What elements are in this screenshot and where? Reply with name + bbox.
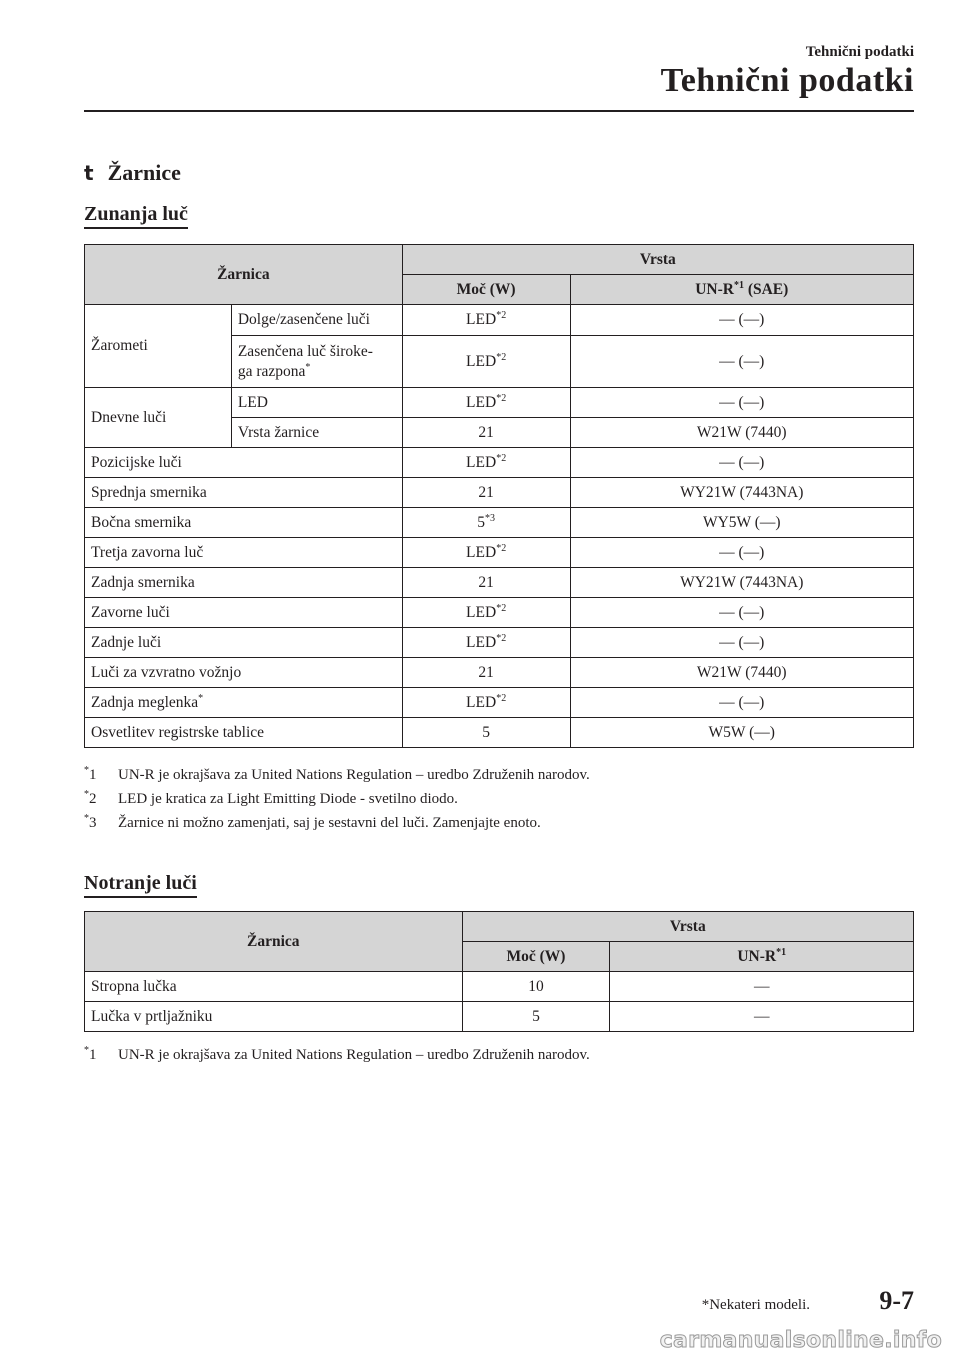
drl-sub-2: Vrsta žarnice <box>231 418 402 448</box>
power-cell: 5 <box>462 1002 610 1032</box>
name-cell: Lučka v prtljažniku <box>85 1002 463 1032</box>
type-cell: — (—) <box>570 305 914 336</box>
table-row <box>85 1002 914 1032</box>
header-type: Vrsta <box>402 245 913 275</box>
header-power: Moč (W) <box>402 275 570 305</box>
type-cell: WY21W (7443NA) <box>570 478 914 508</box>
type-cell: — (—) <box>570 336 914 388</box>
power-cell: LED$^{*2}$ <box>402 305 570 336</box>
table-row <box>85 508 914 538</box>
table-row <box>85 568 914 598</box>
type-cell: — (—) <box>570 388 914 418</box>
name-cell: Zadnje luči <box>85 628 403 658</box>
type-cell: W21W (7440) <box>570 658 914 688</box>
name-cell: Osvetlitev registrske tablice <box>85 718 403 748</box>
type-cell: W5W (—) <box>570 718 914 748</box>
chapter-title: Tehnični podatki <box>660 62 914 99</box>
section-marker-icon: t <box>84 161 94 185</box>
name-cell: Sprednja smernika <box>85 478 403 508</box>
exterior-footnotes <box>84 763 590 835</box>
type-cell: — (—) <box>570 688 914 718</box>
footnote: *2 LED je kratica za Light Emitting Diode - svetilno diodo. <box>84 789 458 807</box>
section-title-text: Žarnice <box>107 160 181 185</box>
table-row <box>85 478 914 508</box>
power-cell: LED$^{*2}$ <box>402 388 570 418</box>
row-label-drl: Dnevne luči <box>85 388 232 448</box>
power-cell: 5 <box>402 718 570 748</box>
name-cell: Luči za vzvratno vožnjo <box>85 658 403 688</box>
table-row <box>85 972 914 1002</box>
name-cell: Tretja zavorna luč <box>85 538 403 568</box>
footnote: *3 Žarnice ni možno zamenjati, saj je sestavni del luči. Zamenjajte enoto. <box>84 813 541 831</box>
interior-bulb-table <box>84 911 914 1032</box>
power-cell: 5$^{*3}$ <box>402 508 570 538</box>
type-cell: — <box>610 1002 914 1032</box>
section-title <box>84 160 181 186</box>
type-cell: — (—) <box>570 598 914 628</box>
power-cell: 10 <box>462 972 610 1002</box>
table-row <box>85 658 914 688</box>
type-cell: — (—) <box>570 538 914 568</box>
table-row <box>85 628 914 658</box>
header-unr: $UN-R^{*1}$ (SAE) <box>570 275 914 305</box>
name-cell: Zavorne luči <box>85 598 403 628</box>
type-cell: — (—) <box>570 448 914 478</box>
header-power: Moč (W) <box>462 942 610 972</box>
footer-note: *Nekateri modeli. <box>701 1297 810 1313</box>
header-bulb: Žarnica <box>85 912 463 972</box>
headlights-sub-1: Dolge/zasenčene luči <box>231 305 402 336</box>
interior-footnotes <box>84 1043 590 1067</box>
power-cell: 21 <box>402 658 570 688</box>
power-cell: LED$^{*2}$ <box>402 688 570 718</box>
footnote: *1 UN-R je okrajšava za United Nations Regulation – uredbo Združenih narodov. <box>84 765 590 783</box>
table-row <box>85 598 914 628</box>
header-rule <box>84 110 914 112</box>
power-cell: 21 <box>402 418 570 448</box>
power-cell: 21 <box>402 568 570 598</box>
type-cell: — <box>610 972 914 1002</box>
drl-sub-1: LED <box>231 388 402 418</box>
power-cell: LED$^{*2}$ <box>402 598 570 628</box>
table-row <box>85 448 914 478</box>
name-cell: Bočna smernika <box>85 508 403 538</box>
name-cell: Stropna lučka <box>85 972 463 1002</box>
row-label-headlights: Žarometi <box>85 305 232 388</box>
power-cell: LED$^{*2}$ <box>402 538 570 568</box>
name-cell: Pozicijske luči <box>85 448 403 478</box>
table-row <box>85 538 914 568</box>
running-header: Tehnični podatki <box>805 44 914 60</box>
header-bulb: Žarnica <box>85 245 403 305</box>
type-cell: — (—) <box>570 628 914 658</box>
type-cell: WY5W (—) <box>570 508 914 538</box>
header-unr: $UN-R^{*1}$ <box>610 942 914 972</box>
power-cell: LED$^{*2}$ <box>402 336 570 388</box>
power-cell: 21 <box>402 478 570 508</box>
type-cell: W21W (7440) <box>570 418 914 448</box>
page-number: 9-7 <box>879 1286 914 1315</box>
exterior-heading: Zunanja luč <box>84 203 188 229</box>
header-type: Vrsta <box>462 912 913 942</box>
footnote: *1 UN-R je okrajšava za United Nations Regulation – uredbo Združenih narodov. <box>84 1045 590 1063</box>
power-cell: LED$^{*2}$ <box>402 628 570 658</box>
exterior-bulb-table <box>84 244 914 748</box>
type-cell: WY21W (7443NA) <box>570 568 914 598</box>
watermark-logo: carmanualsonline.info <box>659 1328 942 1353</box>
name-cell: Zadnja smernika <box>85 568 403 598</box>
interior-heading: Notranje luči <box>84 872 197 898</box>
name-cell: Zadnja meglenka* <box>85 688 403 718</box>
headlights-sub-2: Zasenčena luč široke- ga razpona* <box>231 336 402 388</box>
table-row <box>85 718 914 748</box>
table-row <box>85 688 914 718</box>
power-cell: LED$^{*2}$ <box>402 448 570 478</box>
